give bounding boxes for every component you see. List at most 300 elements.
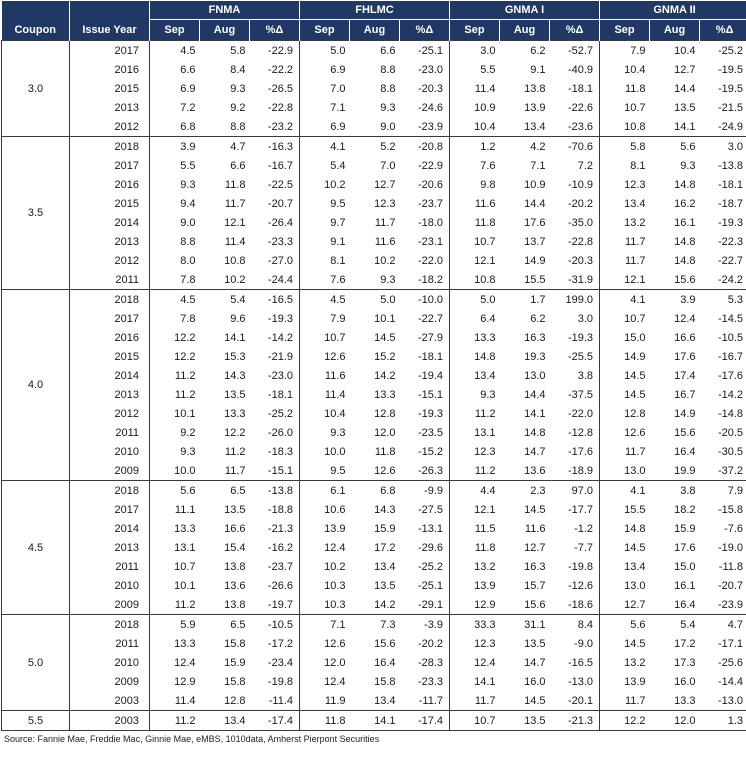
aug-value-cell: 14.1 [350, 711, 400, 731]
sep-value-cell: 5.6 [150, 481, 200, 501]
pct-change-cell: -22.0 [400, 251, 450, 270]
sep-value-cell: 4.5 [300, 290, 350, 310]
sep-value-cell: 11.2 [174, 369, 196, 382]
pct-change-cell: -70.6 [550, 137, 600, 157]
sep-value-cell: 3.9 [150, 137, 200, 157]
aug-value-cell: 15.6 [674, 426, 696, 439]
table-row [2, 98, 746, 117]
aug-value-cell: 16.7 [674, 388, 696, 401]
coupon-cell: 4.0 [2, 290, 70, 481]
sep-value-cell: 10.4 [624, 63, 646, 76]
sep-value-cell: 12.1 [474, 254, 496, 267]
pct-change-cell: -23.3 [250, 232, 300, 251]
aug-value-cell: 14.1 [224, 331, 246, 344]
header-aug: Aug [500, 20, 550, 41]
pct-change-cell: -21.3 [550, 711, 600, 731]
issue-year-cell: 2018 [70, 615, 150, 635]
sep-value-cell: 11.9 [324, 694, 346, 707]
aug-value-cell: 12.1 [224, 216, 246, 229]
aug-value-cell: 15.8 [374, 675, 396, 688]
sep-value-cell: 10.8 [474, 273, 496, 286]
coupon-cell: 5.0 [2, 615, 70, 711]
sep-value-cell: 6.9 [330, 120, 346, 133]
pct-change-cell: -20.7 [700, 576, 746, 595]
sep-value-cell: 14.5 [624, 637, 646, 650]
pct-change-cell: -13.0 [700, 691, 746, 711]
coupon-cell: 4.5 [2, 481, 70, 615]
pct-change-cell: -13.8 [250, 481, 300, 501]
table-row [2, 60, 746, 79]
sep-value-cell: 12.2 [600, 711, 650, 731]
aug-value-cell: 4.2 [500, 137, 550, 157]
pct-change-cell: -18.1 [400, 347, 450, 366]
issue-year-cell: 2018 [70, 290, 150, 310]
issue-year-cell: 2013 [70, 98, 150, 117]
pct-change-cell: 8.4 [550, 615, 600, 635]
sep-value-cell: 10.7 [450, 711, 500, 731]
aug-value-cell: 11.7 [374, 216, 396, 229]
pct-change-cell: -26.3 [400, 461, 450, 481]
sep-value-cell: 12.7 [624, 598, 646, 611]
pct-change-cell: -18.7 [700, 194, 746, 213]
aug-value-cell: 11.8 [224, 178, 246, 191]
pct-change-cell: -22.8 [250, 98, 300, 117]
aug-value-cell: 17.6 [674, 541, 696, 554]
pct-change-cell: -35.0 [550, 213, 600, 232]
coupon-cell: 3.0 [2, 41, 70, 137]
aug-value-cell: 12.3 [374, 197, 396, 210]
table-row [2, 347, 746, 366]
table-row [2, 41, 746, 61]
pct-change-cell: -25.5 [550, 347, 600, 366]
pct-change-cell: -17.4 [250, 711, 300, 731]
sep-value-cell: 12.2 [174, 350, 196, 363]
issue-year-cell: 2016 [70, 328, 150, 347]
pct-change-cell: -23.1 [400, 232, 450, 251]
pct-change-cell: -22.6 [550, 98, 600, 117]
sep-value-cell: 11.2 [474, 407, 496, 420]
aug-value-cell: 13.4 [374, 560, 396, 573]
sep-value-cell: 13.9 [624, 675, 646, 688]
header-aug: Aug [200, 20, 250, 41]
pct-change-cell: -22.3 [700, 232, 746, 251]
sep-value-cell: 11.8 [624, 82, 646, 95]
aug-value-cell: 10.8 [224, 254, 246, 267]
sep-value-cell: 12.3 [624, 178, 646, 191]
sep-value-cell: 6.9 [330, 63, 346, 76]
table-row [2, 194, 746, 213]
table-body [2, 41, 746, 731]
sep-value-cell: 10.7 [324, 331, 346, 344]
pct-change-cell: 4.7 [700, 615, 746, 635]
aug-value-cell: 15.3 [224, 350, 246, 363]
pct-change-cell: -20.5 [700, 423, 746, 442]
sep-value-cell: 15.0 [624, 331, 646, 344]
sep-value-cell: 14.5 [624, 541, 646, 554]
sep-value-cell: 10.1 [174, 407, 196, 420]
aug-value-cell: 9.3 [230, 82, 246, 95]
sep-value-cell: 7.1 [300, 615, 350, 635]
pct-change-cell: -12.8 [550, 423, 600, 442]
aug-value-cell: 15.4 [224, 541, 246, 554]
pct-change-cell: -22.8 [550, 232, 600, 251]
sep-value-cell: 13.9 [324, 522, 346, 535]
coupon-cell: 5.5 [2, 711, 70, 731]
sep-value-cell: 6.9 [180, 82, 196, 95]
pct-change-cell: -16.7 [250, 156, 300, 175]
aug-value-cell: 5.0 [350, 290, 400, 310]
aug-value-cell: 11.6 [524, 522, 546, 535]
aug-value-cell: 13.5 [224, 388, 246, 401]
issue-year-cell: 2017 [70, 500, 150, 519]
sep-value-cell: 9.4 [180, 197, 196, 210]
aug-value-cell: 9.6 [230, 312, 246, 325]
sep-value-cell: 9.5 [330, 197, 346, 210]
pct-change-cell: -26.4 [250, 213, 300, 232]
pct-change-cell: -7.7 [550, 538, 600, 557]
sep-value-cell: 12.6 [324, 350, 346, 363]
sep-value-cell: 12.3 [474, 445, 496, 458]
pct-change-cell: -17.7 [550, 500, 600, 519]
pct-change-cell: -23.9 [700, 595, 746, 615]
sep-value-cell: 10.4 [324, 407, 346, 420]
sep-value-cell: 13.2 [624, 656, 646, 669]
table-row [2, 328, 746, 347]
aug-value-cell: 16.0 [524, 675, 546, 688]
issue-year-cell: 2012 [70, 251, 150, 270]
pct-change-cell: -22.5 [250, 175, 300, 194]
issue-year-cell: 2010 [70, 576, 150, 595]
sep-value-cell: 1.2 [450, 137, 500, 157]
pct-change-cell: -26.5 [250, 79, 300, 98]
table-row [2, 519, 746, 538]
aug-value-cell: 13.8 [524, 82, 546, 95]
header-blank [2, 1, 70, 20]
aug-value-cell: 13.5 [224, 503, 246, 516]
sep-value-cell: 12.6 [624, 426, 646, 439]
pct-change-cell: -20.2 [550, 194, 600, 213]
table-row [2, 213, 746, 232]
aug-value-cell: 11.2 [224, 445, 246, 458]
pct-change-cell: -1.2 [550, 519, 600, 538]
pct-change-cell: -23.3 [400, 672, 450, 691]
aug-value-cell: 12.4 [674, 312, 696, 325]
pct-change-cell: -19.3 [250, 309, 300, 328]
sep-value-cell: 11.8 [474, 216, 496, 229]
aug-value-cell: 8.8 [230, 120, 246, 133]
sep-value-cell: 13.3 [174, 522, 196, 535]
sep-value-cell: 10.7 [624, 101, 646, 114]
pct-change-cell: -24.9 [700, 117, 746, 137]
aug-value-cell: 13.6 [224, 579, 246, 592]
table-row [2, 538, 746, 557]
aug-value-cell: 19.3 [524, 350, 546, 363]
table-row [2, 576, 746, 595]
aug-value-cell: 14.8 [674, 178, 696, 191]
sep-value-cell: 9.2 [180, 426, 196, 439]
aug-value-cell: 14.8 [674, 254, 696, 267]
pct-change-cell: -20.1 [550, 691, 600, 711]
sep-value-cell: 7.0 [330, 82, 346, 95]
aug-value-cell: 6.5 [200, 481, 250, 501]
aug-value-cell: 10.2 [224, 273, 246, 286]
issue-year-cell: 2017 [70, 309, 150, 328]
aug-value-cell: 4.7 [200, 137, 250, 157]
aug-value-cell: 16.6 [674, 331, 696, 344]
pct-change-cell: -19.0 [700, 538, 746, 557]
table-row [2, 137, 746, 157]
sep-value-cell: 6.8 [180, 120, 196, 133]
aug-value-cell: 17.2 [674, 637, 696, 650]
sep-value-cell: 10.2 [324, 178, 346, 191]
sep-value-cell: 5.4 [330, 159, 346, 172]
aug-value-cell: 12.8 [224, 694, 246, 707]
aug-value-cell: 6.2 [500, 41, 550, 61]
aug-value-cell: 14.9 [524, 254, 546, 267]
aug-value-cell: 5.2 [350, 137, 400, 157]
aug-value-cell: 14.3 [224, 369, 246, 382]
sep-value-cell: 9.3 [180, 445, 196, 458]
sep-value-cell: 5.5 [180, 159, 196, 172]
pct-change-cell: -17.2 [250, 634, 300, 653]
aug-value-cell: 13.4 [524, 120, 546, 133]
sep-value-cell: 7.9 [600, 41, 650, 61]
pct-change-cell: -15.8 [700, 500, 746, 519]
sep-value-cell: 11.2 [474, 464, 496, 477]
aug-value-cell: 14.4 [674, 82, 696, 95]
aug-value-cell: 17.2 [374, 541, 396, 554]
header-aug: Aug [350, 20, 400, 41]
aug-value-cell: 12.7 [374, 178, 396, 191]
pct-change-cell: -18.1 [550, 79, 600, 98]
pct-change-cell: 7.9 [700, 481, 746, 501]
pct-change-cell: -23.4 [250, 653, 300, 672]
issue-year-cell: 2015 [70, 79, 150, 98]
sep-value-cell: 10.3 [324, 579, 346, 592]
sep-value-cell: 9.1 [330, 235, 346, 248]
table-row [2, 385, 746, 404]
pct-change-cell: -22.9 [250, 41, 300, 61]
pct-change-cell: -9.0 [550, 634, 600, 653]
aug-value-cell: 17.6 [674, 350, 696, 363]
header-issue-year: Issue Year [70, 20, 150, 41]
aug-value-cell: 13.5 [374, 579, 396, 592]
header-gnma-i: GNMA I [450, 1, 600, 20]
aug-value-cell: 8.8 [380, 82, 396, 95]
pct-change-cell: -22.7 [700, 251, 746, 270]
sep-value-cell: 7.6 [480, 159, 496, 172]
pct-change-cell: -29.6 [400, 538, 450, 557]
table-row [2, 557, 746, 576]
sep-value-cell: 13.3 [174, 637, 196, 650]
pct-change-cell: -3.9 [400, 615, 450, 635]
aug-value-cell: 15.9 [224, 656, 246, 669]
aug-value-cell: 10.4 [650, 41, 700, 61]
issue-year-cell: 2018 [70, 137, 150, 157]
sep-value-cell: 9.0 [180, 216, 196, 229]
sep-value-cell: 10.2 [324, 560, 346, 573]
sep-value-cell: 14.5 [624, 388, 646, 401]
pct-change-cell: -21.5 [700, 98, 746, 117]
aug-value-cell: 8.8 [380, 63, 396, 76]
aug-value-cell: 6.6 [230, 159, 246, 172]
aug-value-cell: 14.8 [674, 235, 696, 248]
pct-change-cell: -19.8 [250, 672, 300, 691]
pct-change-cell: 1.3 [700, 711, 746, 731]
sep-value-cell: 13.2 [624, 216, 646, 229]
aug-value-cell: 9.3 [680, 159, 696, 172]
sep-value-cell: 14.9 [624, 350, 646, 363]
pct-change-cell: -18.0 [400, 213, 450, 232]
issue-year-cell: 2013 [70, 385, 150, 404]
pct-change-cell: -16.2 [250, 538, 300, 557]
pct-change-cell: -10.5 [700, 328, 746, 347]
pct-change-cell: -14.2 [700, 385, 746, 404]
pct-change-cell: -22.2 [250, 60, 300, 79]
aug-value-cell: 5.4 [650, 615, 700, 635]
sep-value-cell: 9.3 [330, 426, 346, 439]
sep-value-cell: 9.5 [330, 464, 346, 477]
pct-change-cell: -28.3 [400, 653, 450, 672]
header-sep: Sep [300, 20, 350, 41]
table-row [2, 711, 746, 731]
sep-value-cell: 6.1 [300, 481, 350, 501]
pct-change-cell: -23.0 [250, 366, 300, 385]
pct-change-cell: -26.6 [250, 576, 300, 595]
issue-year-cell: 2016 [70, 175, 150, 194]
pct-change-cell: 3.0 [700, 137, 746, 157]
sep-value-cell: 10.8 [624, 120, 646, 133]
aug-value-cell: 13.4 [200, 711, 250, 731]
aug-value-cell: 15.0 [674, 560, 696, 573]
pct-change-cell: -19.5 [700, 79, 746, 98]
pct-change-cell: -11.4 [250, 691, 300, 711]
sep-value-cell: 8.8 [180, 235, 196, 248]
sep-value-cell: 10.9 [474, 101, 496, 114]
pct-change-cell: -25.2 [700, 41, 746, 61]
pct-change-cell: -22.9 [400, 156, 450, 175]
sep-value-cell: 9.3 [480, 388, 496, 401]
sep-value-cell: 9.7 [330, 216, 346, 229]
sep-value-cell: 12.9 [474, 598, 496, 611]
sep-value-cell: 11.2 [174, 388, 196, 401]
issue-year-cell: 2012 [70, 404, 150, 423]
aug-value-cell: 14.2 [374, 369, 396, 382]
pct-change-cell: -20.3 [400, 79, 450, 98]
aug-value-cell: 11.7 [224, 464, 246, 477]
aug-value-cell: 13.5 [500, 711, 550, 731]
pct-change-cell: -14.2 [250, 328, 300, 347]
issue-year-cell: 2010 [70, 442, 150, 461]
table-row [2, 423, 746, 442]
sep-value-cell: 4.1 [600, 481, 650, 501]
aug-value-cell: 18.2 [674, 503, 696, 516]
aug-value-cell: 13.6 [524, 464, 546, 477]
aug-value-cell: 7.1 [530, 159, 546, 172]
pct-change-cell: -18.6 [550, 595, 600, 615]
pct-change-cell: -27.0 [250, 251, 300, 270]
aug-value-cell: 17.3 [674, 656, 696, 669]
table-row [2, 156, 746, 175]
sep-value-cell: 11.4 [474, 82, 496, 95]
aug-value-cell: 16.2 [674, 197, 696, 210]
sep-value-cell: 4.5 [150, 41, 200, 61]
aug-value-cell: 15.5 [524, 273, 546, 286]
sep-value-cell: 12.4 [174, 656, 196, 669]
sep-value-cell: 11.7 [474, 694, 496, 707]
sep-value-cell: 12.1 [474, 503, 496, 516]
aug-value-cell: 10.9 [524, 178, 546, 191]
sep-value-cell: 12.1 [624, 273, 646, 286]
sep-value-cell: 12.6 [324, 637, 346, 650]
aug-value-cell: 14.7 [524, 445, 546, 458]
aug-value-cell: 15.8 [224, 637, 246, 650]
aug-value-cell: 14.5 [374, 331, 396, 344]
sep-value-cell: 10.0 [324, 445, 346, 458]
sep-value-cell: 14.8 [474, 350, 496, 363]
pct-change-cell: -19.3 [550, 328, 600, 347]
sep-value-cell: 11.1 [174, 503, 196, 516]
aug-value-cell: 31.1 [500, 615, 550, 635]
aug-value-cell: 9.3 [380, 101, 396, 114]
sep-value-cell: 13.2 [474, 560, 496, 573]
aug-value-cell: 13.8 [224, 560, 246, 573]
pct-change-cell: -16.5 [550, 653, 600, 672]
aug-value-cell: 11.7 [224, 197, 246, 210]
pct-change-cell: -7.6 [700, 519, 746, 538]
sep-value-cell: 12.8 [624, 407, 646, 420]
pct-change-cell: -14.4 [700, 672, 746, 691]
pct-change-cell: -19.4 [400, 366, 450, 385]
aug-value-cell: 15.6 [374, 637, 396, 650]
issue-year-cell: 2010 [70, 653, 150, 672]
sep-value-cell: 6.6 [180, 63, 196, 76]
issue-year-cell: 2014 [70, 519, 150, 538]
aug-value-cell: 8.4 [230, 63, 246, 76]
sep-value-cell: 12.9 [174, 675, 196, 688]
header-aug: Aug [650, 20, 700, 41]
pct-change-cell: -17.6 [700, 366, 746, 385]
pct-change-cell: -23.0 [400, 60, 450, 79]
pct-change-cell: -11.7 [400, 691, 450, 711]
aug-value-cell: 13.8 [224, 598, 246, 611]
sep-value-cell: 11.7 [624, 694, 646, 707]
issue-year-cell: 2009 [70, 461, 150, 481]
table-row [2, 79, 746, 98]
sep-value-cell: 4.1 [300, 137, 350, 157]
header-pct-change: %Δ [400, 20, 450, 41]
pct-change-cell: -20.6 [400, 175, 450, 194]
aug-value-cell: 14.1 [674, 120, 696, 133]
pct-change-cell: -18.8 [250, 500, 300, 519]
pct-change-cell: 3.0 [550, 309, 600, 328]
pct-change-cell: -24.2 [700, 270, 746, 290]
sep-value-cell: 10.6 [324, 503, 346, 516]
sep-value-cell: 10.1 [174, 579, 196, 592]
pct-change-cell: -20.3 [550, 251, 600, 270]
pct-change-cell: -12.6 [550, 576, 600, 595]
pct-change-cell: -20.2 [400, 634, 450, 653]
aug-value-cell: 16.4 [674, 445, 696, 458]
aug-value-cell: 12.0 [374, 426, 396, 439]
source-note: Source: Fannie Mae, Freddie Mac, Ginnie Mae, eMBS, 1010data, Amherst Pierpont Securities [4, 734, 380, 744]
aug-value-cell: 13.7 [524, 235, 546, 248]
aug-value-cell: 14.5 [524, 694, 546, 707]
aug-value-cell: 13.5 [524, 637, 546, 650]
aug-value-cell: 15.6 [674, 273, 696, 286]
sep-value-cell: 33.3 [450, 615, 500, 635]
column-header-row [2, 20, 746, 41]
